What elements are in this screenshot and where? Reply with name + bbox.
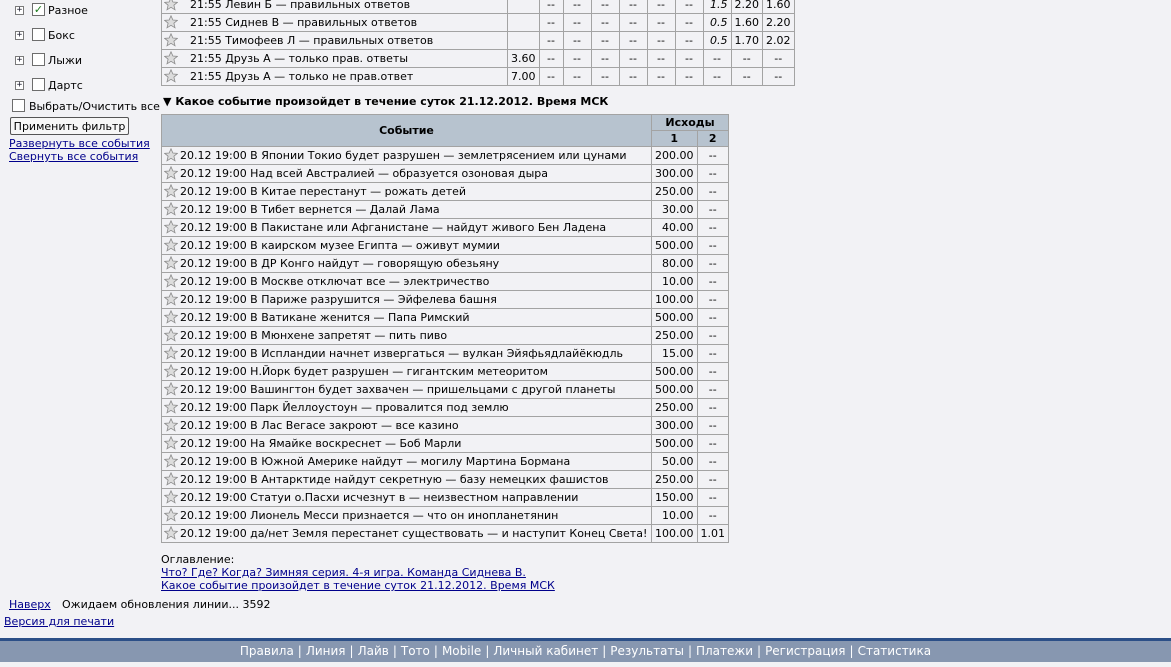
odds-cell[interactable]: -- [563,68,591,86]
odds-cell[interactable]: -- [675,32,703,50]
odds-cell[interactable]: -- [619,50,647,68]
table-row [162,363,729,381]
outcome-1-odds[interactable]: 500.00 [652,381,698,399]
sport-label: Бокс [48,29,75,42]
outcome-2-odds[interactable]: -- [697,507,729,525]
outcome-2-odds[interactable]: -- [697,237,729,255]
nav-link[interactable]: Лайв [357,644,389,658]
toc-link-chgk[interactable]: Что? Где? Когда? Зимняя серия. 4-я игра. Команда Сиднева В. [161,566,526,579]
outcome-1-odds[interactable]: 50.00 [652,453,698,471]
nav-link[interactable]: Личный кабинет [493,644,599,658]
outcome-1-odds[interactable]: 250.00 [652,183,698,201]
odds-cell[interactable]: -- [539,68,563,86]
favorite-star-icon[interactable] [164,33,178,47]
column-header-outcome-1: 1 [652,131,698,147]
previous-event-table [161,0,795,86]
odds-cell[interactable]: 2.20 [763,14,795,32]
odds-cell[interactable]: -- [731,68,763,86]
odds-cell[interactable]: -- [675,14,703,32]
table-row [162,183,729,201]
event-cell[interactable] [162,363,652,381]
table-row [162,68,795,86]
nav-link[interactable]: Правила [239,644,294,658]
table-row [162,14,795,32]
outcome-2-odds[interactable]: -- [697,345,729,363]
nav-link[interactable]: Регистрация [765,644,846,658]
event-name: 20.12 19:00 В Южной Америке найдут — могилу Мартина Бормана [180,455,571,468]
favorite-star-icon[interactable] [164,202,178,216]
table-row [162,399,729,417]
nav-link[interactable]: Mobile [441,644,482,658]
table-row [162,147,729,165]
nav-separator: | [297,644,302,658]
table-row [162,165,729,183]
odds-cell[interactable]: 7.00 [508,68,540,86]
odds-cell[interactable]: -- [539,14,563,32]
event-name: 20.12 19:00 да/нет Земля перестанет существовать — и наступит Конец Света! [180,527,648,540]
odds-cell[interactable]: 1.60 [763,0,795,14]
event-name: 20.12 19:00 В Лас Вегасе закроют — все казино [180,419,459,432]
event-name: 20.12 19:00 В Испландии начнет извергаться — вулкан Эйяфьядлайёкюдль [180,347,624,360]
event-cell[interactable] [162,381,652,399]
favorite-star-icon[interactable] [164,256,178,270]
odds-cell[interactable]: 2.20 [731,0,763,14]
odds-cell[interactable]: 2.02 [763,32,795,50]
event-cell[interactable] [162,219,652,237]
table-row [162,50,795,68]
outcome-2-odds[interactable]: -- [697,291,729,309]
table-row [162,201,729,219]
favorite-star-icon[interactable] [164,238,178,252]
odds-cell[interactable]: -- [591,68,619,86]
event-cell[interactable] [162,14,508,32]
table-row [162,291,729,309]
odds-cell[interactable]: -- [619,0,647,14]
event-cell[interactable] [162,147,652,165]
event-name: 20.12 19:00 В Ватикане женится — Папа Римский [180,311,470,324]
favorite-star-icon[interactable] [164,166,178,180]
odds-cell[interactable]: -- [563,14,591,32]
nav-link[interactable]: Результаты [610,644,684,658]
outcome-2-odds[interactable]: -- [697,309,729,327]
column-header-outcomes: Исходы [652,115,729,131]
favorite-star-icon[interactable] [164,220,178,234]
table-header-row [162,115,729,131]
event-cell[interactable] [162,399,652,417]
odds-cell[interactable]: -- [563,0,591,14]
favorite-star-icon[interactable] [164,490,178,504]
favorite-star-icon[interactable] [164,364,178,378]
event-name: 21:55 Тимофеев Л — правильных ответов [190,34,434,47]
event-section-header[interactable] [163,95,608,108]
odds-cell[interactable]: -- [647,32,675,50]
print-version-link[interactable]: Версия для печати [4,615,115,628]
nav-separator: | [849,644,854,658]
outcome-1-odds[interactable]: 40.00 [652,219,698,237]
event-cell[interactable] [162,489,652,507]
event-name: 21:55 Сиднев В — правильных ответов [190,16,418,29]
outcome-1-odds[interactable]: 10.00 [652,507,698,525]
odds-cell[interactable]: -- [591,32,619,50]
odds-cell[interactable]: -- [647,50,675,68]
favorite-star-icon[interactable] [164,526,178,540]
favorite-star-icon[interactable] [164,184,178,198]
favorite-star-icon[interactable] [164,274,178,288]
odds-cell[interactable]: -- [647,0,675,14]
odds-cell[interactable]: -- [619,32,647,50]
odds-cell [508,14,540,32]
event-cell[interactable] [162,237,652,255]
column-header-outcome-2: 2 [697,131,729,147]
event-cell[interactable] [162,453,652,471]
table-row [162,453,729,471]
favorite-star-icon[interactable] [164,454,178,468]
outcome-2-odds[interactable]: -- [697,327,729,345]
odds-cell[interactable]: -- [563,32,591,50]
event-name: 20.12 19:00 В ДР Конго найдут — говорящую обезьяну [180,257,500,270]
event-name: 20.12 19:00 Лионель Месси признается — что он инопланетянин [180,509,559,522]
nav-separator: | [433,644,438,658]
event-name: 20.12 19:00 В Мюнхене запретят — пить пиво [180,329,448,342]
favorite-star-icon[interactable] [164,418,178,432]
favorite-star-icon[interactable] [164,328,178,342]
outcome-1-odds[interactable]: 30.00 [652,201,698,219]
odds-cell[interactable]: 1.60 [731,14,763,32]
event-cell[interactable] [162,471,652,489]
outcome-1-odds[interactable]: 15.00 [652,345,698,363]
favorite-star-icon[interactable] [164,346,178,360]
odds-cell[interactable]: -- [675,68,703,86]
odds-cell[interactable]: -- [539,50,563,68]
favorite-star-icon[interactable] [164,0,178,11]
nav-link[interactable]: Тото [400,644,430,658]
outcome-1-odds[interactable]: 500.00 [652,363,698,381]
outcome-2-odds[interactable]: -- [697,453,729,471]
collapse-all-link[interactable]: Свернуть все события [9,150,139,163]
odds-cell[interactable]: -- [539,0,563,14]
expand-plus-icon[interactable]: + [16,5,23,15]
favorite-star-icon[interactable] [164,69,178,83]
odds-cell[interactable]: -- [591,14,619,32]
event-name: 20.12 19:00 Вашингтон будет захвачен — пришельцами с другой планеты [180,383,616,396]
event-cell[interactable] [162,68,508,86]
table-row [162,273,729,291]
table-row [162,309,729,327]
sport-label: Лыжи [48,54,83,67]
table-row [162,327,729,345]
outcome-1-odds[interactable]: 500.00 [652,237,698,255]
table-row [162,489,729,507]
table-of-contents [161,553,555,592]
outcome-1-odds[interactable]: 200.00 [652,147,698,165]
sport-label: Разное [48,4,88,17]
collapse-triangle-icon[interactable]: ▼ [163,95,172,108]
table-row [162,435,729,453]
odds-cell[interactable]: -- [763,50,795,68]
odds-cell [508,32,540,50]
outcome-2-odds[interactable]: -- [697,165,729,183]
outcome-1-odds[interactable]: 100.00 [652,525,698,543]
toc-link-doomsday[interactable]: Какое событие произойдет в течение суток 21.12.2012. Время МСК [161,579,555,592]
odds-cell [508,0,540,14]
odds-cell[interactable]: -- [647,68,675,86]
expand-all-link[interactable]: Развернуть все события [9,137,150,150]
event-cell[interactable] [162,273,652,291]
table-row [162,507,729,525]
odds-cell[interactable]: -- [763,68,795,86]
outcome-1-odds[interactable]: 10.00 [652,273,698,291]
outcome-2-odds[interactable]: -- [697,219,729,237]
event-name: 20.12 19:00 В Антарктиде найдут секретную — базу немецких фашистов [180,473,609,486]
nav-separator: | [485,644,490,658]
event-cell[interactable] [162,309,652,327]
odds-cell[interactable]: -- [619,68,647,86]
event-cell[interactable] [162,507,652,525]
odds-cell[interactable]: 1.5 [703,0,731,14]
event-name: 20.12 19:00 Над всей Австралией — образуется озоновая дыра [180,167,549,180]
bottom-navigation [0,638,1171,662]
event-cell[interactable] [162,291,652,309]
table-row [162,0,795,14]
event-cell[interactable] [162,201,652,219]
outcome-2-odds[interactable]: -- [697,399,729,417]
event-name: 21:55 Левин Б — правильных ответов [190,0,411,11]
table-row [162,237,729,255]
odds-cell[interactable]: -- [591,0,619,14]
favorite-star-icon[interactable] [164,472,178,486]
outcome-1-odds[interactable]: 500.00 [652,309,698,327]
section-title: Какое событие произойдет в течение суток 21.12.2012. Время МСК [175,95,609,108]
outcome-2-odds[interactable]: -- [697,417,729,435]
event-cell[interactable] [162,32,508,50]
favorite-star-icon[interactable] [164,51,178,65]
expand-plus-icon[interactable]: + [16,80,23,90]
table-row [162,471,729,489]
odds-cell[interactable]: -- [619,14,647,32]
odds-cell[interactable]: -- [703,68,731,86]
sport-checkbox[interactable] [32,28,45,41]
sport-checkbox[interactable]: ✓ [33,3,44,16]
nav-separator: | [602,644,607,658]
event-name: 21:55 Друзь А — только не прав.ответ [190,70,414,83]
outcome-1-odds[interactable]: 300.00 [652,165,698,183]
event-name: 20.12 19:00 В Китае перестанут — рожать детей [180,185,467,198]
select-all-label: Выбрать/Очистить все [29,100,160,113]
table-row [162,219,729,237]
odds-cell[interactable]: -- [539,32,563,50]
favorite-star-icon[interactable] [164,400,178,414]
nav-link[interactable]: Платежи [695,644,754,658]
outcome-2-odds[interactable]: -- [697,273,729,291]
nav-separator: | [757,644,762,658]
event-name: 20.12 19:00 Парк Йеллоустоун — провалится под землю [180,401,509,414]
outcome-2-odds[interactable]: -- [697,183,729,201]
table-row [162,417,729,435]
event-cell[interactable] [162,417,652,435]
favorite-star-icon[interactable] [164,508,178,522]
odds-cell[interactable]: -- [675,0,703,14]
back-to-top-link[interactable]: Наверх [9,598,51,611]
select-all-checkbox[interactable] [12,99,25,112]
event-name: 20.12 19:00 В Москве отключат все — электричество [180,275,490,288]
sport-checkbox[interactable] [32,78,45,91]
event-cell[interactable] [162,435,652,453]
favorite-star-icon[interactable] [164,292,178,306]
event-name: 20.12 19:00 В Японии Токио будет разрушен — землетрясением или цунами [180,149,627,162]
outcome-1-odds[interactable]: 500.00 [652,435,698,453]
outcome-1-odds[interactable]: 250.00 [652,399,698,417]
outcome-1-odds[interactable]: 150.00 [652,489,698,507]
event-name: 20.12 19:00 Статуи о.Пасхи исчезнут в — неизвестном направлении [180,491,579,504]
odds-cell[interactable]: 3.60 [508,50,540,68]
expand-plus-icon[interactable]: + [16,30,23,40]
odds-cell[interactable]: 0.5 [703,14,731,32]
outcome-1-odds[interactable]: 80.00 [652,255,698,273]
event-cell[interactable] [162,165,652,183]
nav-separator: | [687,644,692,658]
table-row [162,255,729,273]
outcome-1-odds[interactable]: 100.00 [652,291,698,309]
odds-cell[interactable]: -- [563,50,591,68]
table-row [162,381,729,399]
event-name: 20.12 19:00 В каирском музее Египта — оживут мумии [180,239,500,252]
outcome-2-odds[interactable]: -- [697,363,729,381]
event-name: 20.12 19:00 В Тибет вернется — Далай Лама [180,203,440,216]
line-update-status: Ожидаем обновления линии... 3592 [62,598,271,611]
odds-cell[interactable]: -- [591,50,619,68]
favorite-star-icon[interactable] [164,15,178,29]
event-name: 20.12 19:00 В Париже разрушится — Эйфелева башня [180,293,497,306]
event-name: 20.12 19:00 Н.Йорк будет разрушен — гигантским метеоритом [180,365,548,378]
favorite-star-icon[interactable] [164,436,178,450]
odds-cell[interactable]: -- [647,14,675,32]
sport-label: Дартс [48,79,83,92]
expand-plus-icon[interactable]: + [16,55,23,65]
event-cell[interactable] [162,50,508,68]
column-header-event: Событие [162,115,652,147]
outcome-2-odds[interactable]: -- [697,381,729,399]
toc-heading: Оглавление: [161,553,235,566]
odds-cell[interactable]: 1.70 [731,32,763,50]
table-row [162,525,729,543]
outcome-2-odds[interactable]: 1.01 [697,525,729,543]
odds-cell[interactable]: -- [675,50,703,68]
odds-cell[interactable]: -- [731,50,763,68]
favorite-star-icon[interactable] [164,310,178,324]
nav-link[interactable]: Статистика [857,644,932,658]
event-name: 20.12 19:00 На Ямайке воскреснет — Боб Марли [180,437,462,450]
odds-cell[interactable]: 0.5 [703,32,731,50]
outcome-2-odds[interactable]: -- [697,489,729,507]
sport-checkbox[interactable] [32,53,45,66]
nav-separator: | [349,644,354,658]
event-cell[interactable] [162,525,652,543]
outcome-2-odds[interactable]: -- [697,471,729,489]
table-row [162,32,795,50]
odds-cell[interactable]: -- [703,50,731,68]
outcome-2-odds[interactable]: -- [697,147,729,165]
nav-separator: | [392,644,397,658]
outcome-2-odds[interactable]: -- [697,255,729,273]
outcome-1-odds[interactable]: 250.00 [652,327,698,345]
outcome-2-odds[interactable]: -- [697,435,729,453]
outcome-1-odds[interactable]: 300.00 [652,417,698,435]
event-cell[interactable] [162,0,508,14]
event-name: 20.12 19:00 В Пакистане или Афганистане — найдут живого Бен Ладена [180,221,607,234]
outcome-1-odds[interactable]: 250.00 [652,471,698,489]
table-row [162,345,729,363]
event-cell[interactable] [162,327,652,345]
favorite-star-icon[interactable] [164,148,178,162]
event-name: 21:55 Друзь А — только прав. ответы [190,52,409,65]
outcome-2-odds[interactable]: -- [697,201,729,219]
apply-filter-button[interactable]: Применить фильтр [10,117,129,135]
event-cell[interactable] [162,255,652,273]
nav-link[interactable]: Линия [305,644,346,658]
event-cell[interactable] [162,183,652,201]
event-cell[interactable] [162,345,652,363]
events-table [161,114,729,543]
favorite-star-icon[interactable] [164,382,178,396]
